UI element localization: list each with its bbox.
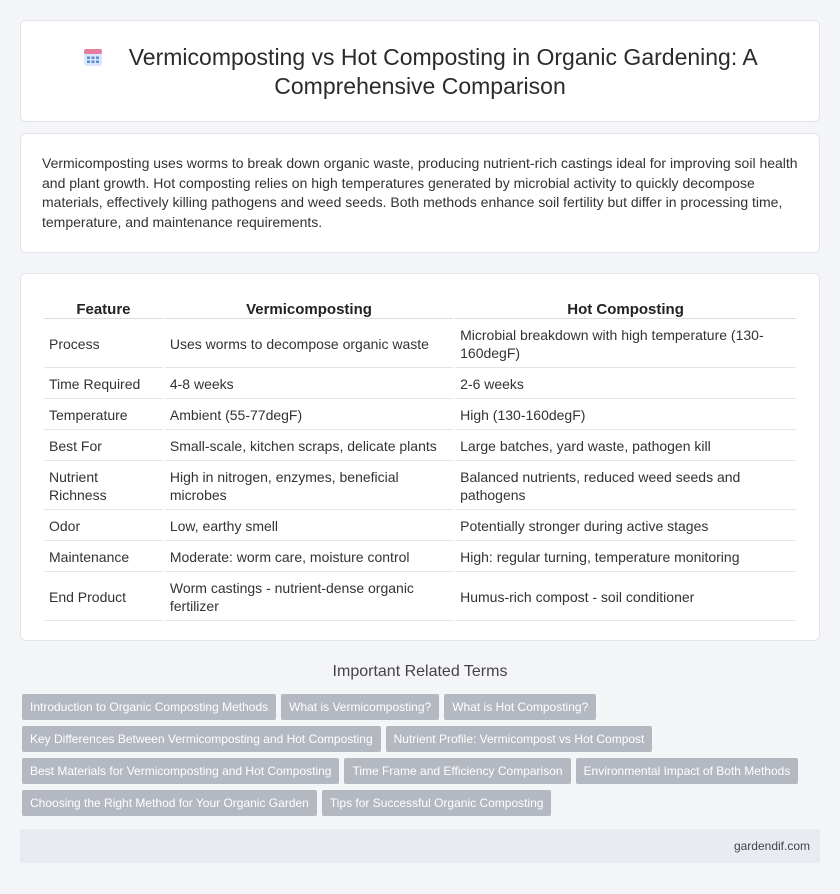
comparison-card bbox=[20, 273, 820, 641]
vermicomposting-cell: High in nitrogen, enzymes, beneficial microbes bbox=[165, 463, 453, 510]
feature-cell: End Product bbox=[44, 574, 163, 621]
related-term-link[interactable]: Nutrient Profile: Vermicompost vs Hot Compost bbox=[386, 726, 653, 752]
feature-cell: Time Required bbox=[44, 370, 163, 399]
related-term-link[interactable]: What is Hot Composting? bbox=[444, 694, 596, 720]
vermicomposting-cell: Ambient (55-77degF) bbox=[165, 401, 453, 430]
table-row bbox=[44, 432, 796, 461]
tag-row bbox=[22, 694, 822, 726]
tag-row bbox=[22, 758, 822, 790]
hot-composting-cell: Balanced nutrients, reduced weed seeds and pathogens bbox=[455, 463, 796, 510]
vermicomposting-cell: Worm castings - nutrient-dense organic fertilizer bbox=[165, 574, 453, 621]
related-term-link[interactable]: Tips for Successful Organic Composting bbox=[322, 790, 552, 816]
hot-composting-cell: High: regular turning, temperature monitoring bbox=[455, 543, 796, 572]
related-terms-heading: Important Related Terms bbox=[332, 663, 508, 680]
hot-composting-cell: Humus-rich compost - soil conditioner bbox=[455, 574, 796, 621]
related-term-link[interactable]: Key Differences Between Vermicomposting and Hot Composting bbox=[22, 726, 381, 752]
related-terms-list bbox=[22, 694, 822, 822]
vermicomposting-cell: 4-8 weeks bbox=[165, 370, 453, 399]
table-header-row bbox=[44, 298, 796, 319]
feature-cell: Maintenance bbox=[44, 543, 163, 572]
tag-row bbox=[22, 790, 822, 822]
footer-site-name[interactable]: gardendif.com bbox=[733, 839, 810, 853]
related-term-link[interactable]: Introduction to Organic Composting Methods bbox=[22, 694, 276, 720]
hot-composting-cell: Potentially stronger during active stages bbox=[455, 512, 796, 541]
related-term-link[interactable]: Environmental Impact of Both Methods bbox=[576, 758, 799, 784]
vermicomposting-cell: Low, earthy smell bbox=[165, 512, 453, 541]
title-wrap bbox=[61, 43, 779, 101]
intro-paragraph: Vermicomposting uses worms to break down organic waste, producing nutrient-rich castings ideal for improving soil health and plant growth. Hot composting relies on high temperatures generated by microbial activity to quickly decompose materials, effectively killing pathogens and weed seeds. Both methods enhance soil fertility but differ in processing time, temperature, and maintenance requirements. bbox=[42, 155, 798, 230]
table-row bbox=[44, 401, 796, 430]
feature-cell: Temperature bbox=[44, 401, 163, 430]
tag-row bbox=[22, 726, 822, 758]
table-row bbox=[44, 463, 796, 510]
calendar-icon bbox=[82, 46, 104, 68]
related-term-link[interactable]: Choosing the Right Method for Your Organic Garden bbox=[22, 790, 317, 816]
vermicomposting-cell: Moderate: worm care, moisture control bbox=[165, 543, 453, 572]
feature-cell: Best For bbox=[44, 432, 163, 461]
table-row bbox=[44, 370, 796, 399]
table-row bbox=[44, 574, 796, 621]
vermicomposting-cell: Uses worms to decompose organic waste bbox=[165, 321, 453, 368]
table-row bbox=[44, 543, 796, 572]
feature-cell: Process bbox=[44, 321, 163, 368]
comparison-table bbox=[42, 296, 798, 623]
hot-composting-cell: Microbial breakdown with high temperature (130-160degF) bbox=[455, 321, 796, 368]
hot-composting-cell: Large batches, yard waste, pathogen kill bbox=[455, 432, 796, 461]
column-header-vermicomposting: Vermicomposting bbox=[165, 298, 453, 319]
related-term-link[interactable]: Best Materials for Vermicomposting and Hot Composting bbox=[22, 758, 339, 784]
intro-card bbox=[20, 133, 820, 253]
feature-cell: Odor bbox=[44, 512, 163, 541]
related-term-link[interactable]: What is Vermicomposting? bbox=[281, 694, 439, 720]
vermicomposting-cell: Small-scale, kitchen scraps, delicate plants bbox=[165, 432, 453, 461]
hot-composting-cell: High (130-160degF) bbox=[455, 401, 796, 430]
table-row bbox=[44, 512, 796, 541]
header-card bbox=[20, 20, 820, 122]
related-term-link[interactable]: Time Frame and Efficiency Comparison bbox=[344, 758, 570, 784]
table-row bbox=[44, 321, 796, 368]
page-title: Vermicomposting vs Hot Composting in Organic Gardening: A Comprehensive Comparison bbox=[128, 44, 758, 99]
footer-bar bbox=[20, 829, 820, 863]
hot-composting-cell: 2-6 weeks bbox=[455, 370, 796, 399]
feature-cell: Nutrient Richness bbox=[44, 463, 163, 510]
column-header-hot-composting: Hot Composting bbox=[455, 298, 796, 319]
column-header-feature: Feature bbox=[44, 298, 163, 319]
